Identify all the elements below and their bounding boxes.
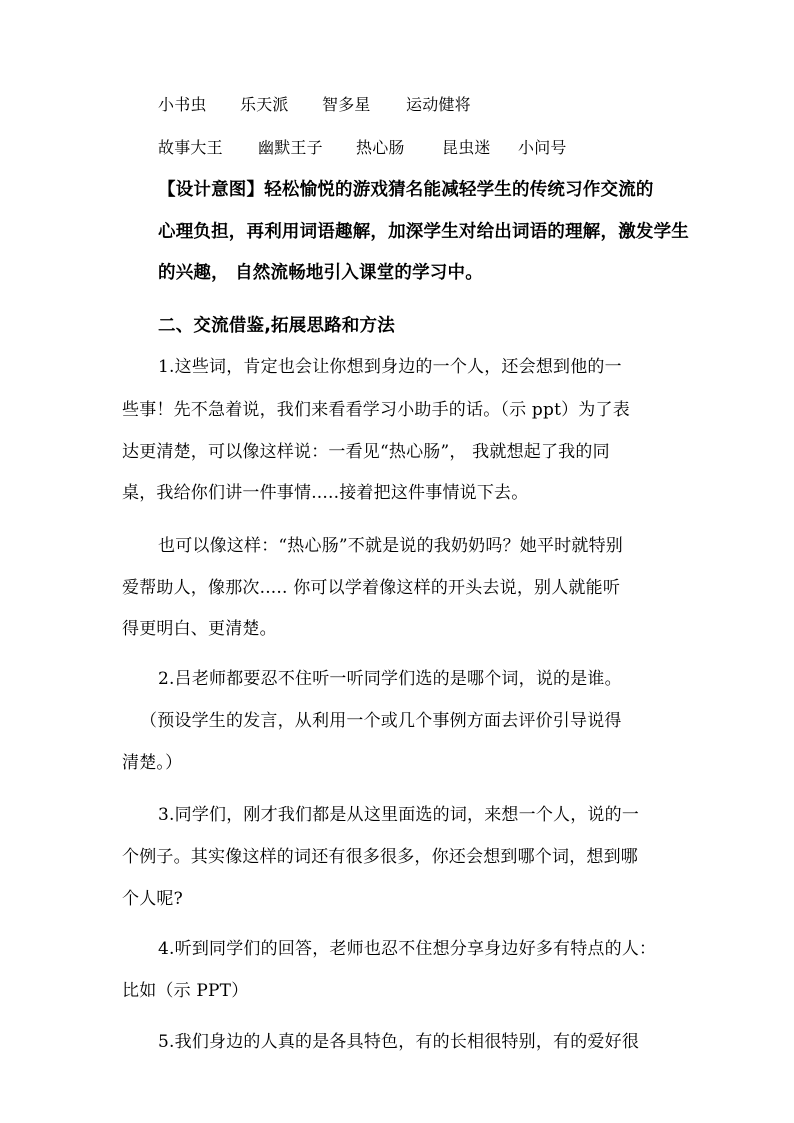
section-heading: 二、交流借鉴,拓展思路和方法 xyxy=(158,316,395,336)
design-intent-line: 心理负担，再利用词语趣解，加深学生对给出词语的理解，激发学生 xyxy=(158,222,689,242)
word-item: 幽默王子 xyxy=(258,138,323,157)
paragraph-line: （预设学生的发言，从利用一个或几个事例方面去评价引导说得 xyxy=(140,711,622,731)
word-list-row-2 xyxy=(158,136,698,160)
paragraph-line: 达更清楚，可以像这样说：一看见“热心肠”， 我就想起了我的同 xyxy=(122,442,610,462)
paragraph-line: 3.同学们，刚才我们都是从这里面选的词，来想一个人，说的一 xyxy=(158,805,640,825)
paragraph-line: 个例子。其实像这样的词还有很多很多，你还会想到哪个词，想到哪 xyxy=(122,847,638,867)
paragraph-line: 4.听到同学们的回答，老师也忍不住想分享身边好多有特点的人： xyxy=(158,939,657,959)
word-item: 运动健将 xyxy=(406,95,471,114)
word-item: 昆虫迷 xyxy=(442,138,491,157)
paragraph-line: 比如（示 PPT） xyxy=(122,981,249,1001)
paragraph-line: 个人呢? xyxy=(122,889,183,909)
word-item: 热心肠 xyxy=(356,138,405,157)
paragraph-line: 1.这些词，肯定也会让你想到身边的一个人，还会想到他的一 xyxy=(158,357,622,377)
word-item: 小问号 xyxy=(518,138,567,157)
paragraph-line: 爱帮助人，像那次..... 你可以学着像这样的开头去说，别人就能听 xyxy=(122,578,621,598)
paragraph-line: 2.吕老师都要忍不住听一听同学们选的是哪个词，说的是谁。 xyxy=(158,669,622,689)
word-item: 乐天派 xyxy=(240,95,289,114)
word-item: 故事大王 xyxy=(158,138,223,157)
paragraph-line: 清楚。） xyxy=(122,753,183,773)
word-item: 智多星 xyxy=(322,95,371,114)
paragraph-line: 5.我们身边的人真的是各具特色，有的长相很特别，有的爱好很 xyxy=(158,1032,640,1052)
word-item: 小书虫 xyxy=(158,95,207,114)
design-intent-line: 的兴趣， 自然流畅地引入课堂的学习中。 xyxy=(158,263,483,283)
paragraph-line: 些事！先不急着说，我们来看看学习小助手的话。（示 ppt）为了表 xyxy=(122,400,630,420)
paragraph-line: 也可以像这样：“热心肠”不就是说的我奶奶吗？她平时就特别 xyxy=(158,536,623,556)
design-intent-line: 【设计意图】轻松愉悦的游戏猜名能减轻学生的传统习作交流的 xyxy=(158,180,654,200)
paragraph-line: 桌，我给你们讲一件事情.....接着把这件事情说下去。 xyxy=(122,483,529,503)
paragraph-line: 得更明白、更清楚。 xyxy=(122,619,277,639)
word-list-row-1 xyxy=(158,93,698,117)
